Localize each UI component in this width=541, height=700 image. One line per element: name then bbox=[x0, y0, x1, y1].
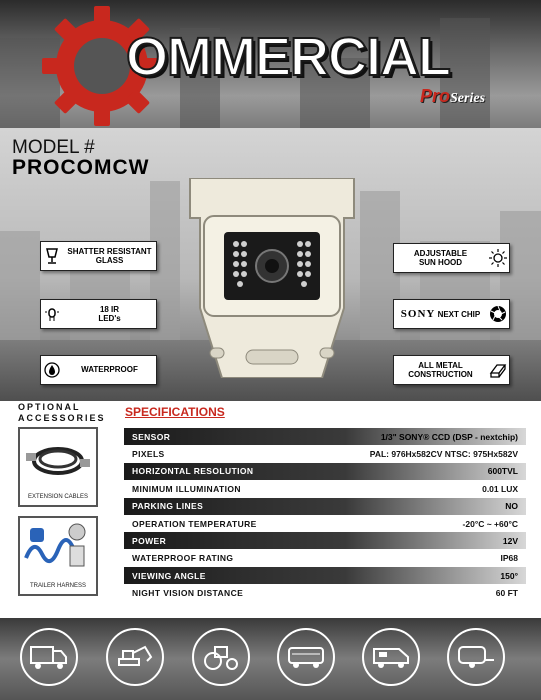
feature-label: ALL METAL CONSTRUCTION bbox=[408, 360, 473, 379]
spec-key: POWER bbox=[132, 535, 167, 546]
feature-ir-leds bbox=[40, 299, 157, 329]
spec-row bbox=[124, 585, 526, 602]
spec-row bbox=[124, 532, 526, 549]
feature-waterproof bbox=[40, 355, 157, 385]
spec-row bbox=[124, 515, 526, 532]
accessory-caption: TRAILER HARNESS bbox=[29, 583, 86, 589]
spec-key: OPERATION TEMPERATURE bbox=[132, 518, 257, 529]
sony-brand: SONY bbox=[400, 307, 436, 320]
accessory-extension-cables bbox=[18, 427, 98, 507]
page-title: OMMERCIAL bbox=[126, 27, 450, 87]
glass-icon bbox=[41, 245, 63, 267]
spec-row bbox=[124, 445, 526, 462]
spec-key: PARKING LINES bbox=[132, 501, 204, 512]
sun-icon bbox=[487, 247, 509, 269]
brand-logo bbox=[420, 86, 485, 107]
feature-label: ADJUSTABLE SUN HOOD bbox=[413, 248, 468, 267]
excavator-icon bbox=[106, 628, 164, 686]
harness-icon bbox=[20, 518, 96, 578]
spec-row bbox=[124, 480, 526, 497]
spec-value: PAL: 976Hx582CV NTSC: 975Hx582V bbox=[369, 448, 518, 459]
bus-icon bbox=[277, 628, 335, 686]
spec-row bbox=[124, 463, 526, 480]
metal-icon bbox=[487, 359, 509, 381]
feature-shatter-resistant bbox=[40, 241, 157, 271]
aperture-icon bbox=[487, 303, 509, 325]
spec-value: 0.01 LUX bbox=[482, 483, 518, 494]
accessory-trailer-harness bbox=[18, 516, 98, 596]
spec-row bbox=[124, 498, 526, 515]
accessories-title-line1: OPTIONAL bbox=[18, 402, 81, 412]
accessories-title bbox=[18, 402, 106, 424]
feature-label: WATERPROOF bbox=[81, 365, 138, 375]
feature-label bbox=[394, 308, 487, 321]
water-drop-icon bbox=[41, 359, 63, 381]
tractor-icon bbox=[192, 628, 250, 686]
trailer-icon bbox=[447, 628, 505, 686]
spec-key: VIEWING ANGLE bbox=[132, 570, 206, 581]
feature-sony-chip bbox=[393, 299, 510, 329]
spec-value: 12V bbox=[502, 535, 518, 546]
model-label: MODEL # bbox=[12, 137, 95, 158]
brand-main: Pro bbox=[420, 86, 451, 106]
spec-key: SENSOR bbox=[132, 431, 171, 442]
brand-sub: Series bbox=[450, 91, 486, 106]
spec-key: WATERPROOF RATING bbox=[132, 553, 234, 564]
spec-key: PIXELS bbox=[132, 448, 165, 459]
feature-metal-construction bbox=[393, 355, 510, 385]
feature-sun-hood bbox=[393, 243, 510, 273]
spec-key: NIGHT VISION DISTANCE bbox=[132, 588, 244, 599]
spec-value: IP68 bbox=[500, 553, 518, 564]
cable-icon bbox=[20, 429, 96, 489]
spec-value: -20°C ~ +60°C bbox=[462, 518, 518, 529]
spec-key: HORIZONTAL RESOLUTION bbox=[132, 466, 254, 477]
spec-row bbox=[124, 428, 526, 445]
rv-icon bbox=[362, 628, 420, 686]
spec-key: MINIMUM ILLUMINATION bbox=[132, 483, 241, 494]
spec-value: NO bbox=[505, 501, 518, 512]
spec-row bbox=[124, 567, 526, 584]
spec-value: 600TVL bbox=[487, 466, 518, 477]
spec-value: 150° bbox=[500, 570, 518, 581]
chip-label: NEXT CHIP bbox=[437, 309, 481, 319]
truck-icon bbox=[20, 628, 78, 686]
accessory-caption: EXTENSION CABLES bbox=[27, 494, 89, 500]
spec-row bbox=[124, 550, 526, 567]
spec-value: 60 FT bbox=[495, 588, 518, 599]
spec-value: 1/3" SONY® CCD (DSP - nextchip) bbox=[380, 431, 518, 442]
feature-label: 18 IR LED's bbox=[98, 304, 121, 323]
camera-product-image bbox=[182, 178, 362, 378]
feature-label: SHATTER RESISTANT GLASS bbox=[67, 246, 152, 265]
specs-title: SPECIFICATIONS bbox=[125, 405, 225, 419]
model-number: PROCOMCW bbox=[12, 156, 150, 179]
ir-led-icon bbox=[41, 303, 63, 325]
accessories-title-line2: ACCESSORIES bbox=[18, 412, 106, 423]
